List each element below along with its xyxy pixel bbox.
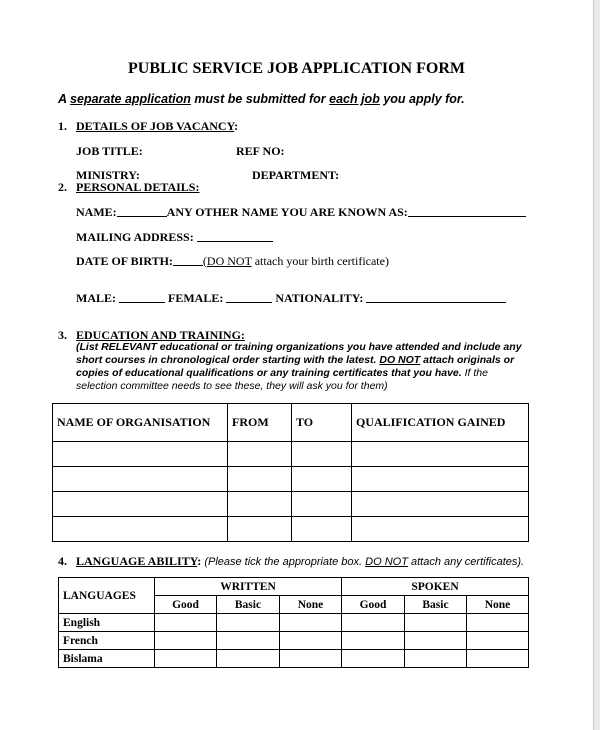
tick-box[interactable]: [405, 614, 467, 632]
cell-qualification[interactable]: [352, 517, 529, 542]
tick-box[interactable]: [342, 632, 405, 650]
cell-to[interactable]: [292, 517, 352, 542]
language-table: [58, 577, 529, 668]
gender-nationality-row: [76, 291, 506, 306]
dob-label: DATE OF BIRTH:: [76, 254, 173, 268]
cell-qualification[interactable]: [352, 467, 529, 492]
section1-heading: 1. DETAILS OF JOB VACANCY:: [58, 119, 239, 133]
tick-box[interactable]: [405, 650, 467, 668]
table-row: [59, 650, 529, 668]
tick-box[interactable]: [342, 650, 405, 668]
other-name-label: ANY OTHER NAME YOU ARE KNOWN AS:: [166, 205, 408, 219]
spoken-basic: Basic: [405, 596, 467, 614]
table-row: [59, 632, 529, 650]
tick-box[interactable]: [155, 632, 217, 650]
written-none: None: [280, 596, 342, 614]
male-label: MALE:: [76, 291, 116, 305]
spoken-good: Good: [342, 596, 405, 614]
tick-box[interactable]: [217, 614, 280, 632]
written-basic: Basic: [217, 596, 280, 614]
education-table: [52, 403, 529, 542]
nationality-label: NATIONALITY:: [275, 291, 364, 305]
mailing-row: [76, 230, 273, 245]
male-field[interactable]: [119, 292, 165, 303]
language-header-row: [59, 578, 529, 596]
table-row: [53, 467, 529, 492]
tick-box[interactable]: [280, 632, 342, 650]
language-bislama: Bislama: [59, 650, 155, 668]
cell-organisation[interactable]: [53, 492, 228, 517]
section3-note: (List RELEVANT educational or training organizations you have attended and include any short courses in chronological order starting with the latest. DO NOT attach originals or copies of educational qualifications or any training certificates that you have. If the selection committee needs to see these, they will ask you for them): [76, 341, 522, 392]
tick-box[interactable]: [280, 650, 342, 668]
tick-box[interactable]: [467, 614, 529, 632]
intro-separate-application: separate application: [70, 92, 191, 106]
tick-box[interactable]: [280, 614, 342, 632]
cell-qualification[interactable]: [352, 442, 529, 467]
name-field[interactable]: [117, 206, 167, 217]
header-to: TO: [292, 404, 352, 442]
tick-box[interactable]: [467, 632, 529, 650]
cell-from[interactable]: [228, 467, 292, 492]
section3-heading: 3. EDUCATION AND TRAINING:: [58, 328, 245, 342]
header-spoken: SPOKEN: [342, 578, 529, 596]
language-english: English: [59, 614, 155, 632]
section2-heading: 2. PERSONAL DETAILS:: [58, 180, 200, 194]
tick-box[interactable]: [405, 632, 467, 650]
header-qualification: QUALIFICATION GAINED: [352, 404, 529, 442]
cell-to[interactable]: [292, 442, 352, 467]
ref-no-label: REF NO:: [236, 144, 285, 158]
cell-organisation[interactable]: [53, 467, 228, 492]
mailing-address-label: MAILING ADDRESS:: [76, 230, 194, 244]
education-header-row: [53, 404, 529, 442]
cell-to[interactable]: [292, 492, 352, 517]
header-written: WRITTEN: [155, 578, 342, 596]
dob-field[interactable]: [173, 255, 203, 266]
intro-each-job: each job: [329, 92, 380, 106]
other-name-field[interactable]: [408, 206, 526, 217]
cell-organisation[interactable]: [53, 442, 228, 467]
language-french: French: [59, 632, 155, 650]
department-label: DEPARTMENT:: [252, 168, 340, 182]
form-intro: A separate application must be submitted for each job you apply for.: [58, 92, 465, 106]
header-organisation: NAME OF ORGANISATION: [53, 404, 228, 442]
spoken-none: None: [467, 596, 529, 614]
table-row: [59, 614, 529, 632]
female-field[interactable]: [226, 292, 272, 303]
cell-organisation[interactable]: [53, 517, 228, 542]
written-good: Good: [155, 596, 217, 614]
job-title-label: JOB TITLE:: [76, 144, 143, 158]
cell-from[interactable]: [228, 442, 292, 467]
tick-box[interactable]: [467, 650, 529, 668]
header-languages: LANGUAGES: [59, 578, 155, 614]
cell-from[interactable]: [228, 492, 292, 517]
form-title: PUBLIC SERVICE JOB APPLICATION FORM: [128, 60, 465, 77]
tick-box[interactable]: [342, 614, 405, 632]
female-label: FEMALE:: [168, 291, 224, 305]
mailing-address-field[interactable]: [197, 231, 273, 242]
table-row: [53, 517, 529, 542]
name-label: NAME:: [76, 205, 117, 219]
cell-from[interactable]: [228, 517, 292, 542]
nationality-field[interactable]: [366, 292, 506, 303]
ministry-label: MINISTRY:: [76, 168, 140, 182]
tick-box[interactable]: [155, 650, 217, 668]
section4-heading: 4. LANGUAGE ABILITY: (Please tick the appropriate box. DO NOT attach any certificates).: [58, 554, 525, 568]
dob-row: DATE OF BIRTH: (DO NOT attach your birth certificate): [76, 254, 389, 268]
tick-box[interactable]: [217, 650, 280, 668]
tick-box[interactable]: [217, 632, 280, 650]
tick-box[interactable]: [155, 614, 217, 632]
header-from: FROM: [228, 404, 292, 442]
name-row: [76, 205, 526, 220]
cell-to[interactable]: [292, 467, 352, 492]
table-row: [53, 442, 529, 467]
table-row: [53, 492, 529, 517]
cell-qualification[interactable]: [352, 492, 529, 517]
